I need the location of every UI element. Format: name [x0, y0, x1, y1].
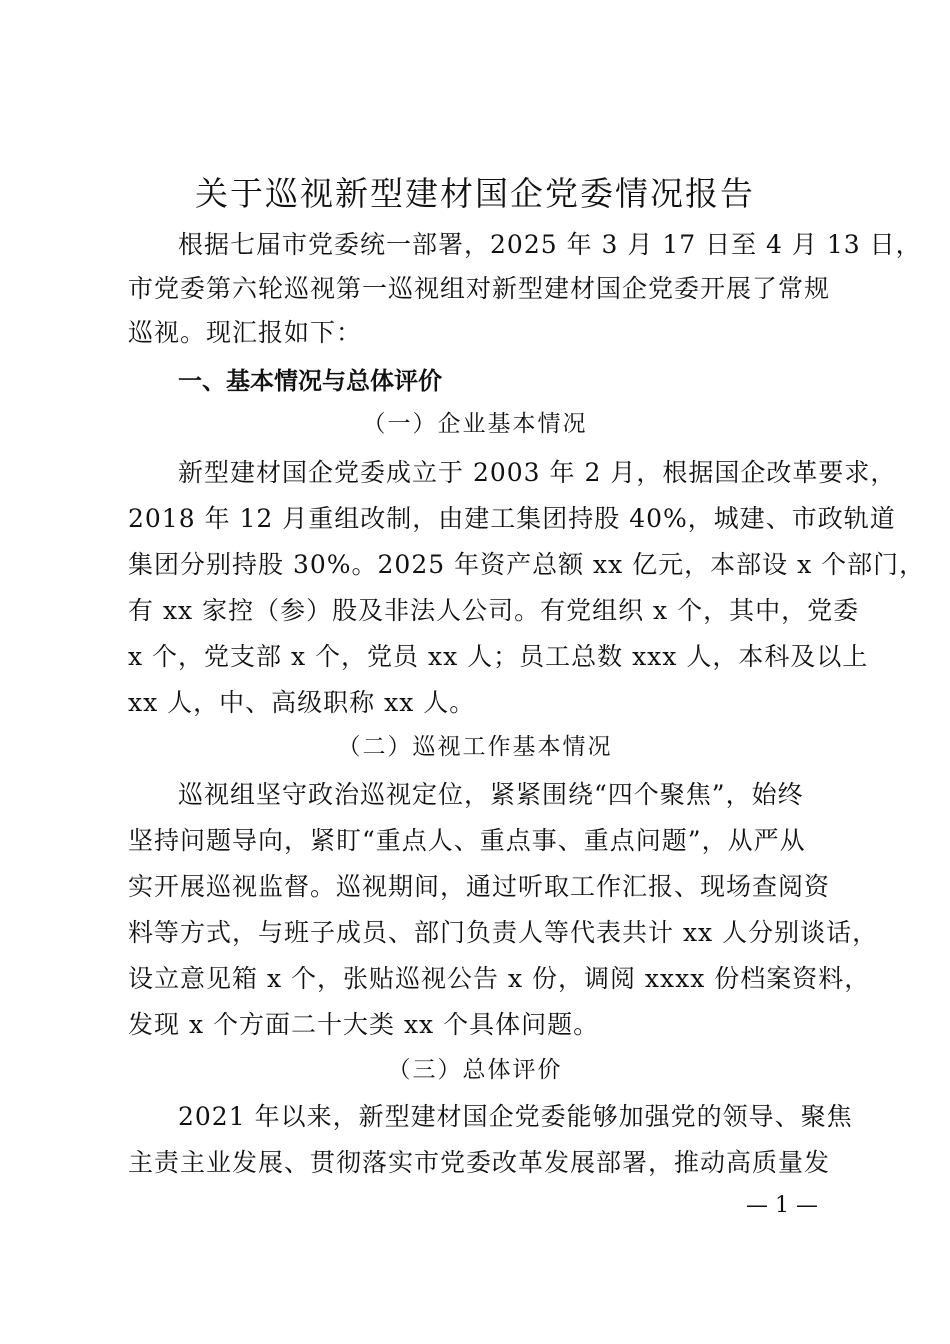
- paragraph-line: xx 人，中、高级职称 xx 人。: [128, 688, 476, 717]
- paragraph-line: 集团分别持股 30%。2025 年资产总额 xx 亿元，本部设 x 个部门，: [128, 550, 926, 579]
- document-title: 关于巡视新型建材国企党委情况报告: [195, 174, 755, 213]
- paragraph-line: 新型建材国企党委成立于 2003 年 2 月，根据国企改革要求，: [178, 458, 897, 487]
- paragraph-line: 巡视组坚守政治巡视定位，紧紧围绕“四个聚焦”，始终: [178, 780, 804, 809]
- subsection-heading: （三）总体评价: [387, 1057, 563, 1083]
- subsection-heading: （二）巡视工作基本情况: [337, 734, 613, 760]
- subsection-heading: （一）企业基本情况: [362, 411, 588, 437]
- paragraph-line: 坚持问题导向，紧盯“重点人、重点事、重点问题”，从严从: [128, 826, 806, 855]
- paragraph-line: 2021 年以来，新型建材国企党委能够加强党的领导、聚焦: [178, 1102, 853, 1131]
- intro-line: 根据七届市党委统一部署，2025 年 3 月 17 日至 4 月 13 日，: [178, 230, 922, 259]
- page-number: — 1 —: [746, 1193, 818, 1218]
- paragraph-line: 主责主业发展、贯彻落实市党委改革发展部署，推动高质量发: [128, 1148, 831, 1177]
- paragraph-line: 发现 x 个方面二十大类 xx 个具体问题。: [128, 1010, 600, 1039]
- paragraph-line: x 个，党支部 x 个，党员 xx 人；员工总数 xxx 人，本科及以上: [128, 642, 869, 671]
- intro-line: 巡视。现汇报如下：: [128, 318, 363, 347]
- intro-line: 市党委第六轮巡视第一巡视组对新型建材国企党委开展了常规: [128, 274, 831, 303]
- section-heading: 一、基本情况与总体评价: [178, 367, 442, 395]
- paragraph-line: 设立意见箱 x 个，张贴巡视公告 x 份，调阅 xxxx 份档案资料，: [128, 964, 871, 993]
- paragraph-line: 2018 年 12 月重组改制，由建工集团持股 40%，城建、市政轨道: [128, 504, 896, 533]
- paragraph-line: 有 xx 家控（参）股及非法人公司。有党组织 x 个，其中，党委: [128, 596, 860, 625]
- paragraph-line: 料等方式，与班子成员、部门负责人等代表共计 xx 人分别谈话，: [128, 918, 879, 947]
- paragraph-line: 实开展巡视监督。巡视期间，通过听取工作汇报、现场查阅资: [128, 872, 831, 901]
